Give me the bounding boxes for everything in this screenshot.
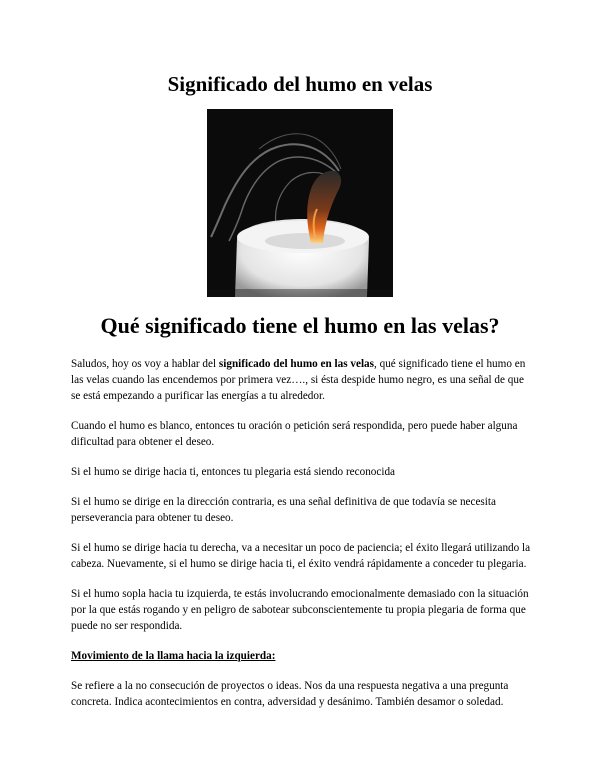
intro-text-bold: significado del humo en las velas — [218, 358, 374, 370]
document-body — [71, 356, 533, 724]
section-paragraph: Se refiere a la no consecución de proyectos o ideas. Nos da una respuesta negativa a una pregunta concreta. Indica acontecimientos en contra, adversidad y desánimo. También desamor o soledad. — [71, 680, 509, 708]
intro-text-after: , qué significado tiene el humo en las velas cuando las encendemos por primera vez…., si ésta despide humo negro, es una señal de que se está empezando a purificar las energías a tu alrededor. — [71, 358, 526, 402]
document-subtitle: Qué significado tiene el humo en las velas? — [100, 313, 500, 338]
document-title: Significado del humo en velas — [167, 72, 433, 96]
smoking-candle-icon — [207, 109, 393, 297]
section-heading: Movimiento de la llama hacia la izquierda: — [71, 650, 276, 662]
paragraph-smoke-left: Si el humo sopla hacia tu izquierda, te estás involucrando emocionalmente demasiado con la situación por la que estás rogando y en peligro de sabotear subconscientemente tu propia plegaria de forma que puede no ser respondida. — [71, 588, 529, 632]
paragraph-smoke-opposite: Si el humo se dirige en la dirección contraria, es una señal definitiva de que todavía se necesita perseverancia para obtener tu deseo. — [71, 496, 496, 524]
candle-smoke-photo — [207, 109, 393, 297]
paragraph-smoke-right: Si el humo se dirige hacia tu derecha, va a necesitar un poco de paciencia; el éxito llegará utilizando la cabeza. Nuevamente, si el humo se dirige hacia ti, el éxito vendrá rápidamente a conceder tu plegaria. — [71, 542, 531, 570]
paragraph-smoke-toward-you: Si el humo se dirige hacia ti, entonces tu plegaria está siendo reconocida — [71, 466, 396, 478]
intro-text-before: Saludos, hoy os voy a hablar del — [71, 358, 219, 370]
paragraph-white-smoke: Cuando el humo es blanco, entonces tu oración o petición será respondida, pero puede haber alguna dificultad para obtener el deseo. — [71, 420, 518, 448]
intro-paragraph — [71, 356, 533, 404]
